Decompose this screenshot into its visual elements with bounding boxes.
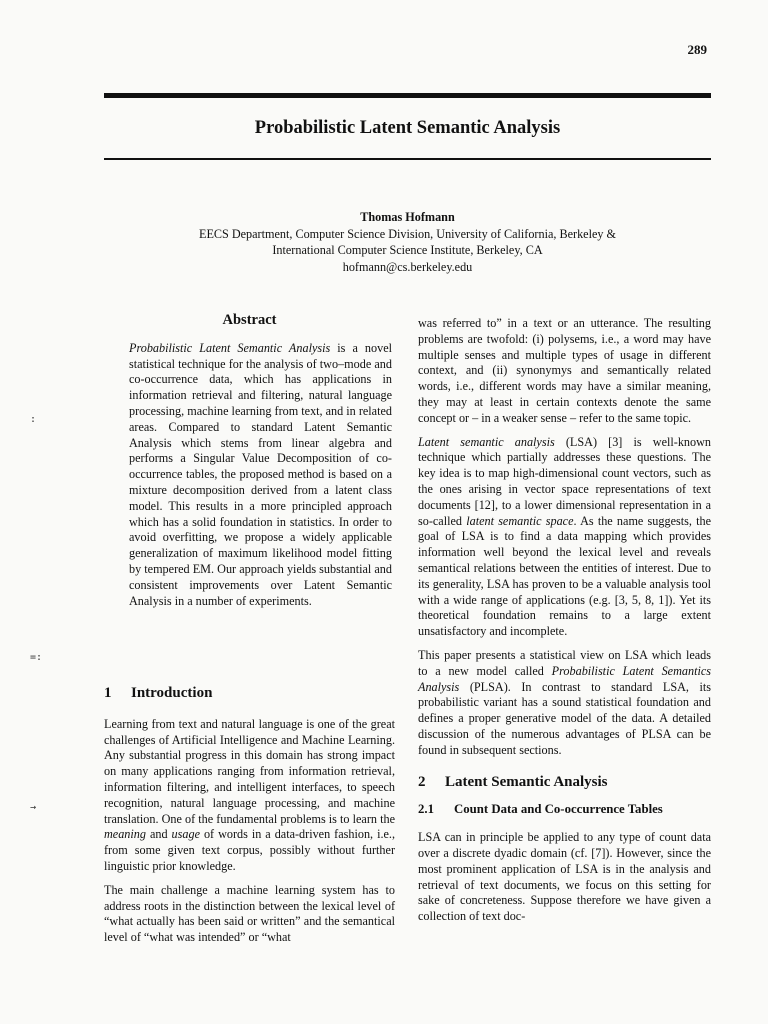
intro-paragraph-2: The main challenge a machine learning system has to address roots in the distinction between the lexical level of “what actually has been said or written” and the semantical level of “what was intended” or “what <box>104 882 395 945</box>
right-column <box>418 316 711 925</box>
margin-mark: =: <box>30 652 43 663</box>
subsection-title: Count Data and Co-occurrence Tables <box>454 802 663 817</box>
section-title: Introduction <box>131 685 213 701</box>
paragraph-text: . As the name suggests, the goal of LSA is to find a data mapping which provides information well beyond the lexical level and reveals semantical relations between the entities of interest. Due to its generality, LSA has proven to be a valuable analysis tool with a wide range of applications (e.g. [3, 5, 8, 1]). Yet its theoretical foundation remains to a large extent unsatisfactory and incomplete. <box>418 513 711 639</box>
author-affiliation-2: International Computer Science Institute, Berkeley, CA <box>272 243 543 257</box>
abstract-section <box>104 313 395 609</box>
subsection-2-1-heading <box>418 802 711 818</box>
abstract-italic-lead: Probabilistic Latent Semantic Analysis <box>129 340 331 355</box>
right-paragraph-3 <box>418 648 711 759</box>
page-number: 289 <box>687 42 707 57</box>
author-name: Thomas Hofmann <box>360 210 455 224</box>
paragraph-text: (PLSA). In contrast to standard LSA, its probabilistic variant has a sound statistical foundation and defines a proper generative model of the data. A detailed discussion of the numerous advantages of PLSA can be found in subsequent sections. <box>418 679 711 757</box>
intro-text: and <box>145 827 172 842</box>
right-paragraph-2 <box>418 435 711 640</box>
top-rule <box>104 93 711 98</box>
introduction-heading <box>104 686 395 702</box>
intro-paragraph-1 <box>104 717 395 875</box>
abstract-heading: Abstract <box>222 312 277 328</box>
paragraph-text: This paper presents a statistical view on LSA which leads to a new model called <box>418 647 711 678</box>
section-number: 2 <box>418 773 426 790</box>
section-2-heading <box>418 775 711 791</box>
paper-title: Probabilistic Latent Semantic Analysis <box>254 118 561 138</box>
author-email: hofmann@cs.berkeley.edu <box>342 259 473 274</box>
italic-latent-space: latent semantic space <box>466 513 574 528</box>
section-number: 1 <box>104 685 112 701</box>
italic-meaning: meaning <box>104 827 146 842</box>
subsection-number: 2.1 <box>418 802 434 817</box>
italic-lsa: Latent semantic analysis <box>418 434 555 449</box>
introduction-section <box>104 686 395 946</box>
intro-text: of words in a data-driven fashion, i.e., from some given text corpus, possibly without further linguistic prior knowledge. <box>104 827 395 873</box>
margin-mark: → <box>30 802 37 813</box>
section-title: Latent Semantic Analysis <box>445 773 608 790</box>
italic-usage: usage <box>171 827 200 842</box>
author-affiliation-1: EECS Department, Computer Science Division, University of California, Berkeley & <box>199 226 616 241</box>
abstract-text <box>104 341 395 610</box>
intro-text: Learning from text and natural language is one of the great challenges of Artificial Intelligence and Machine Learning. Any substantial progress in this domain has strong impact on many applications ranging from information retrieval, information filtering, and intelligent interfaces, to speech recognition, natural language processing, and machine translation. One of the fundamental problems is to learn the <box>104 716 395 826</box>
italic-plsa: Probabilistic Latent Semantics Analysis <box>418 663 711 694</box>
author-block <box>104 209 711 275</box>
right-paragraph-4: LSA can in principle be applied to any type of count data over a discrete dyadic domain (cf. [7]). However, since the most prominent application of LSA is in the analysis and retrieval of text documents, we focus on this setting for sake of concreteness. Suppose therefore we have given a collection of text doc- <box>418 830 711 924</box>
margin-mark: : <box>30 414 37 425</box>
title-rule <box>104 158 711 160</box>
right-paragraph-1: was referred to” in a text or an utterance. The resulting problems are twofold: (i) polysems, i.e., a word may have multiple senses and multiple types of usage in different context, and (ii) synonymys and semantically related words, i.e., different words may have a similar meaning, they may at least in certain contexts denote the same concept or – in a weaker sense – refer to the same topic. <box>418 316 711 425</box>
paragraph-text: (LSA) [3] is well-known technique which partially addresses these questions. The key idea is to map high-dimensional count vectors, such as the ones arising in vector space representations of text documents [12], to a lower dimensional representation in a so-called <box>418 434 712 528</box>
abstract-body: is a novel statistical technique for the analysis of two–mode and co-occurrence data, which has applications in information retrieval and filtering, natural language processing, machine learning from text, and in related areas. Compared to standard Latent Semantic Analysis which stems from linear algebra and performs a Singular Value Decomposition of co-occurrence tables, the proposed method is based on a mixture decomposition derived from a latent class model. This results in a more principled approach which has a solid foundation in statistics. In order to avoid overfitting, we propose a widely applicable generalization of maximum likelihood model fitting by tempered EM. Our approach yields substantial and consistent improvements over Latent Semantic Analysis in a number of experiments. <box>129 340 392 608</box>
